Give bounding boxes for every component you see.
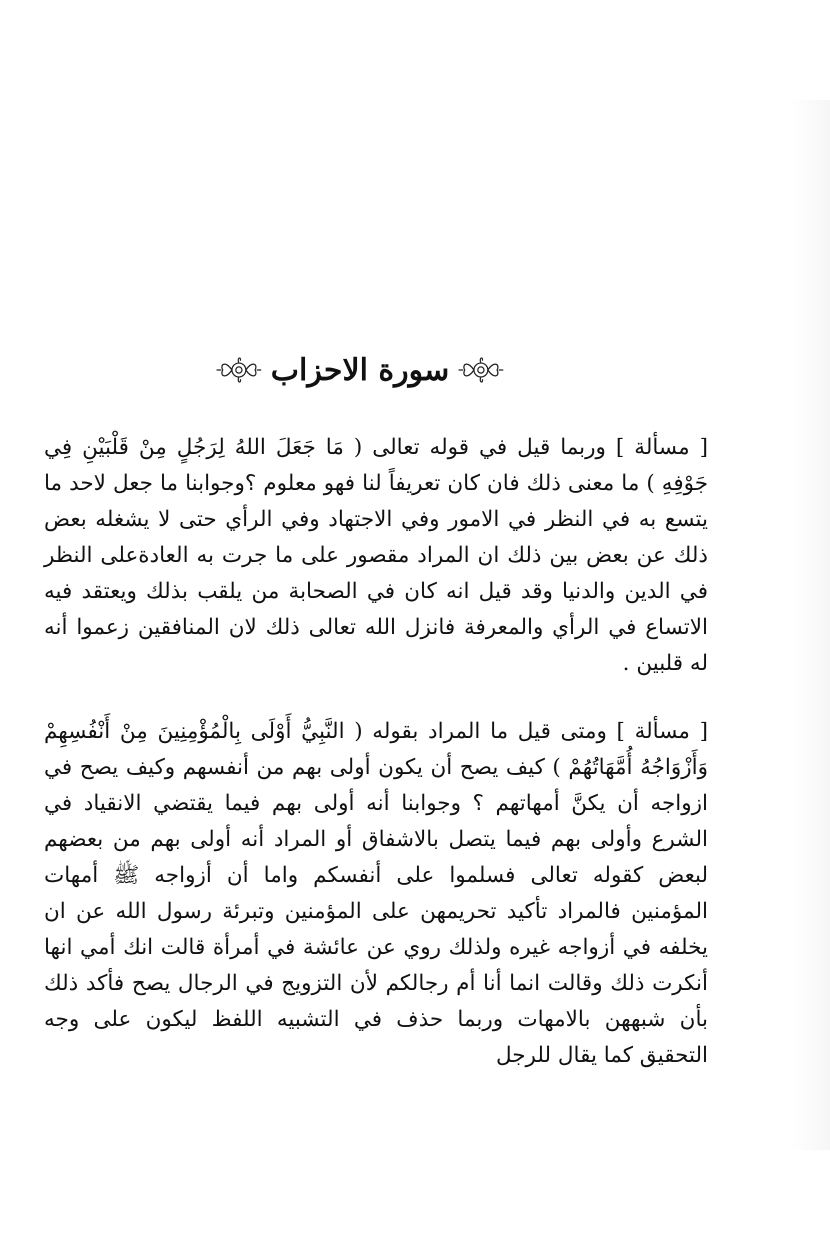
page-edge-shadow: [790, 100, 830, 1150]
page-body: [44, 430, 708, 1106]
masala-label: [ مسألة ]: [616, 719, 708, 744]
masala-label: [ مسألة ]: [615, 435, 708, 460]
right-ornament-icon: [457, 348, 505, 392]
paragraph-text: وربما قيل في قوله تعالى ( مَا جَعَلَ اللهُ لِرَجُلٍ مِنْ قَلْبَيْنِ فِي جَوْفِهِ ) ما معنى ذلك فان كان تعريفاً لنا فهو معلوم ؟وجوابنا ما جعل لاحد ما يتسع به في النظر في الامور وفي الاجتهاد وفي الرأي حتى لا يشغله بعض ذلك عن بعض بين ذلك ان المراد مقصور على ما جرت به العادةعلى النظر في الدين والدنيا وقد قيل انه كان في الصحابة من يلقب بذلك ويعتقد فيه الاتساع في الرأي والمعرفة فانزل الله تعالى ذلك لان المنافقين زعموا أنه له قلبين .: [44, 435, 708, 676]
paragraph-masala-2: [44, 714, 708, 1074]
paragraph-text: ومتى قيل ما المراد بقوله ( النَّبِيُّ أَوْلَى بِالْمُؤْمِنِينَ مِنْ أَنْفُسِهِمْ وَأَزْوَاجُهُ أُمَّهَاتُهُمْ ) كيف يصح أن يكون أولى بهم من أنفسهم وكيف يصح في ازواجه أن يكنَّ أمهاتهم ؟ وجوابنا أنه أولى بهم فيما يقتضي الانقياد في الشرع وأولى بهم فيما يتصل بالاشفاق أو المراد أنه أولى بهم من بعضهم لبعض كقوله تعالى فسلموا على أنفسكم واما أن أزواجه ﷺ أمهات المؤمنين فالمراد تأكيد تحريمهن على المؤمنين وتبرئة رسول الله عن ان يخلفه في أزواجه غيره ولذلك روي عن عائشة في أمرأة قالت انك أمي انها أنكرت ذلك وقالت انما أنا أم رجالكم لأن التزويج في الرجال يصح فأكد ذلك بأن شبههن بالامهات وربما حذف في التشبيه اللفظ ليكون على وجه التحقيق كما يقال للرجل: [44, 719, 708, 1068]
surah-title: سورة الاحزاب: [270, 352, 450, 388]
left-ornament-icon: [215, 348, 263, 392]
surah-heading: [215, 338, 505, 402]
paragraph-masala-1: [44, 430, 708, 682]
